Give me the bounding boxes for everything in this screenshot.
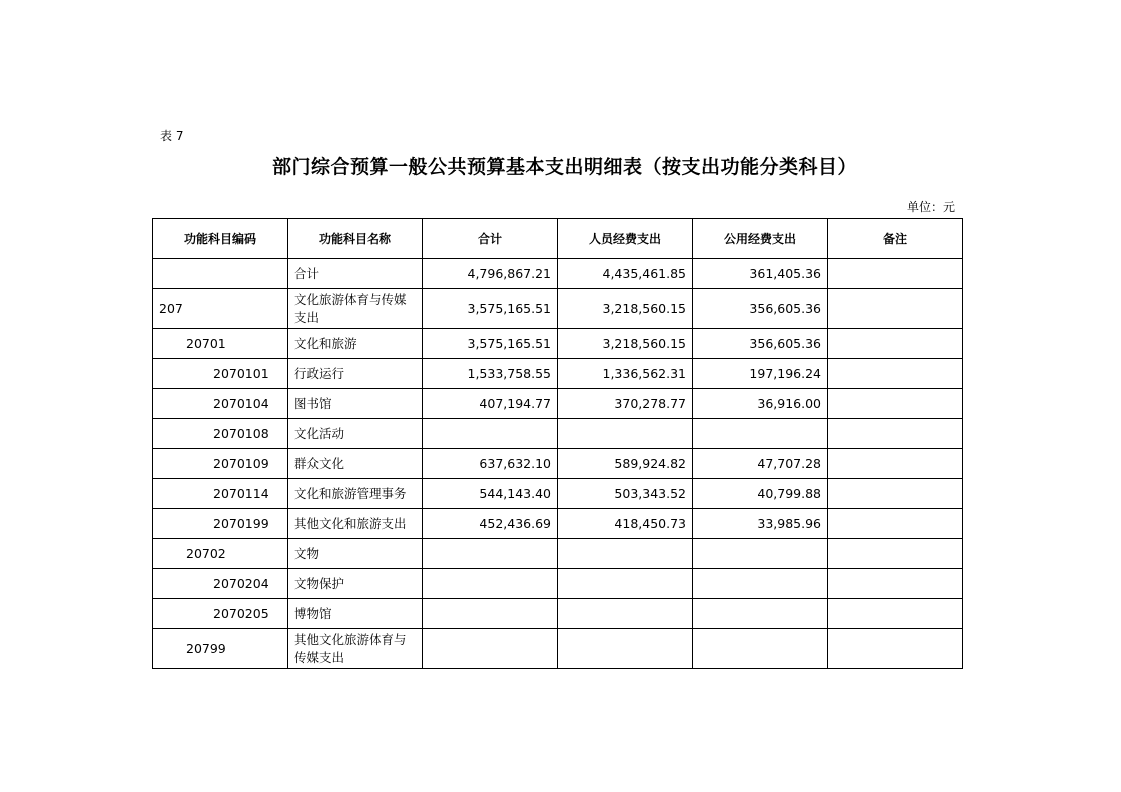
cell-code: 2070199 bbox=[153, 509, 288, 539]
cell-name: 文化旅游体育与传媒支出 bbox=[288, 289, 423, 329]
cell-code: 2070205 bbox=[153, 599, 288, 629]
cell-code: 2070109 bbox=[153, 449, 288, 479]
cell-public: 361,405.36 bbox=[693, 259, 828, 289]
table-row bbox=[153, 419, 963, 449]
cell-total bbox=[423, 599, 558, 629]
cell-name: 其他文化和旅游支出 bbox=[288, 509, 423, 539]
cell-code: 2070204 bbox=[153, 569, 288, 599]
cell-personnel bbox=[558, 599, 693, 629]
table-number-label: 表 7 bbox=[160, 129, 184, 143]
cell-personnel: 3,218,560.15 bbox=[558, 289, 693, 329]
cell-name: 文化和旅游 bbox=[288, 329, 423, 359]
cell-name: 合计 bbox=[288, 259, 423, 289]
cell-total bbox=[423, 419, 558, 449]
cell-total bbox=[423, 539, 558, 569]
cell-total: 452,436.69 bbox=[423, 509, 558, 539]
cell-code: 20702 bbox=[153, 539, 288, 569]
cell-total: 407,194.77 bbox=[423, 389, 558, 419]
table-row bbox=[153, 449, 963, 479]
cell-personnel: 1,336,562.31 bbox=[558, 359, 693, 389]
cell-personnel bbox=[558, 539, 693, 569]
cell-public: 47,707.28 bbox=[693, 449, 828, 479]
cell-total: 544,143.40 bbox=[423, 479, 558, 509]
cell-code bbox=[153, 259, 288, 289]
table-row bbox=[153, 329, 963, 359]
cell-name: 文化和旅游管理事务 bbox=[288, 479, 423, 509]
cell-remark bbox=[828, 389, 963, 419]
cell-code: 2070114 bbox=[153, 479, 288, 509]
cell-public: 40,799.88 bbox=[693, 479, 828, 509]
table-header-row bbox=[153, 219, 963, 259]
header-public: 公用经费支出 bbox=[693, 219, 828, 259]
header-total: 合计 bbox=[423, 219, 558, 259]
cell-remark bbox=[828, 539, 963, 569]
cell-personnel bbox=[558, 629, 693, 669]
header-name: 功能科目名称 bbox=[288, 219, 423, 259]
table-row bbox=[153, 289, 963, 329]
cell-personnel bbox=[558, 419, 693, 449]
cell-total: 3,575,165.51 bbox=[423, 289, 558, 329]
cell-code: 2070101 bbox=[153, 359, 288, 389]
cell-public bbox=[693, 569, 828, 599]
cell-total: 4,796,867.21 bbox=[423, 259, 558, 289]
cell-name: 文物 bbox=[288, 539, 423, 569]
table-row bbox=[153, 389, 963, 419]
table-row bbox=[153, 569, 963, 599]
cell-name: 行政运行 bbox=[288, 359, 423, 389]
cell-name: 群众文化 bbox=[288, 449, 423, 479]
cell-public bbox=[693, 539, 828, 569]
table-row bbox=[153, 539, 963, 569]
cell-personnel: 4,435,461.85 bbox=[558, 259, 693, 289]
cell-remark bbox=[828, 359, 963, 389]
cell-name: 文化活动 bbox=[288, 419, 423, 449]
cell-personnel bbox=[558, 569, 693, 599]
cell-total: 3,575,165.51 bbox=[423, 329, 558, 359]
cell-total bbox=[423, 629, 558, 669]
cell-remark bbox=[828, 449, 963, 479]
cell-remark bbox=[828, 509, 963, 539]
cell-public bbox=[693, 599, 828, 629]
cell-code: 2070108 bbox=[153, 419, 288, 449]
cell-remark bbox=[828, 629, 963, 669]
table-row bbox=[153, 479, 963, 509]
cell-public: 36,916.00 bbox=[693, 389, 828, 419]
cell-remark bbox=[828, 599, 963, 629]
cell-code: 20799 bbox=[153, 629, 288, 669]
cell-remark bbox=[828, 289, 963, 329]
cell-public: 356,605.36 bbox=[693, 289, 828, 329]
unit-label: 单位：元 bbox=[906, 200, 955, 214]
cell-remark bbox=[828, 329, 963, 359]
document-title: 部门综合预算一般公共预算基本支出明细表（按支出功能分类科目） bbox=[271, 156, 857, 178]
cell-code: 207 bbox=[153, 289, 288, 329]
cell-remark bbox=[828, 569, 963, 599]
cell-personnel: 418,450.73 bbox=[558, 509, 693, 539]
cell-remark bbox=[828, 419, 963, 449]
header-code: 功能科目编码 bbox=[153, 219, 288, 259]
cell-name: 其他文化旅游体育与传媒支出 bbox=[288, 629, 423, 669]
table-row bbox=[153, 259, 963, 289]
cell-public: 33,985.96 bbox=[693, 509, 828, 539]
cell-public bbox=[693, 419, 828, 449]
cell-total: 637,632.10 bbox=[423, 449, 558, 479]
cell-code: 2070104 bbox=[153, 389, 288, 419]
cell-personnel: 503,343.52 bbox=[558, 479, 693, 509]
header-personnel: 人员经费支出 bbox=[558, 219, 693, 259]
table-row bbox=[153, 629, 963, 669]
cell-name: 博物馆 bbox=[288, 599, 423, 629]
cell-public: 356,605.36 bbox=[693, 329, 828, 359]
table-row bbox=[153, 599, 963, 629]
table-row bbox=[153, 359, 963, 389]
cell-code: 20701 bbox=[153, 329, 288, 359]
header-remark: 备注 bbox=[828, 219, 963, 259]
cell-total: 1,533,758.55 bbox=[423, 359, 558, 389]
table-row bbox=[153, 509, 963, 539]
cell-name: 图书馆 bbox=[288, 389, 423, 419]
cell-personnel: 589,924.82 bbox=[558, 449, 693, 479]
cell-name: 文物保护 bbox=[288, 569, 423, 599]
cell-public: 197,196.24 bbox=[693, 359, 828, 389]
cell-personnel: 370,278.77 bbox=[558, 389, 693, 419]
cell-total bbox=[423, 569, 558, 599]
cell-remark bbox=[828, 259, 963, 289]
cell-public bbox=[693, 629, 828, 669]
cell-personnel: 3,218,560.15 bbox=[558, 329, 693, 359]
cell-remark bbox=[828, 479, 963, 509]
budget-table bbox=[152, 218, 963, 669]
